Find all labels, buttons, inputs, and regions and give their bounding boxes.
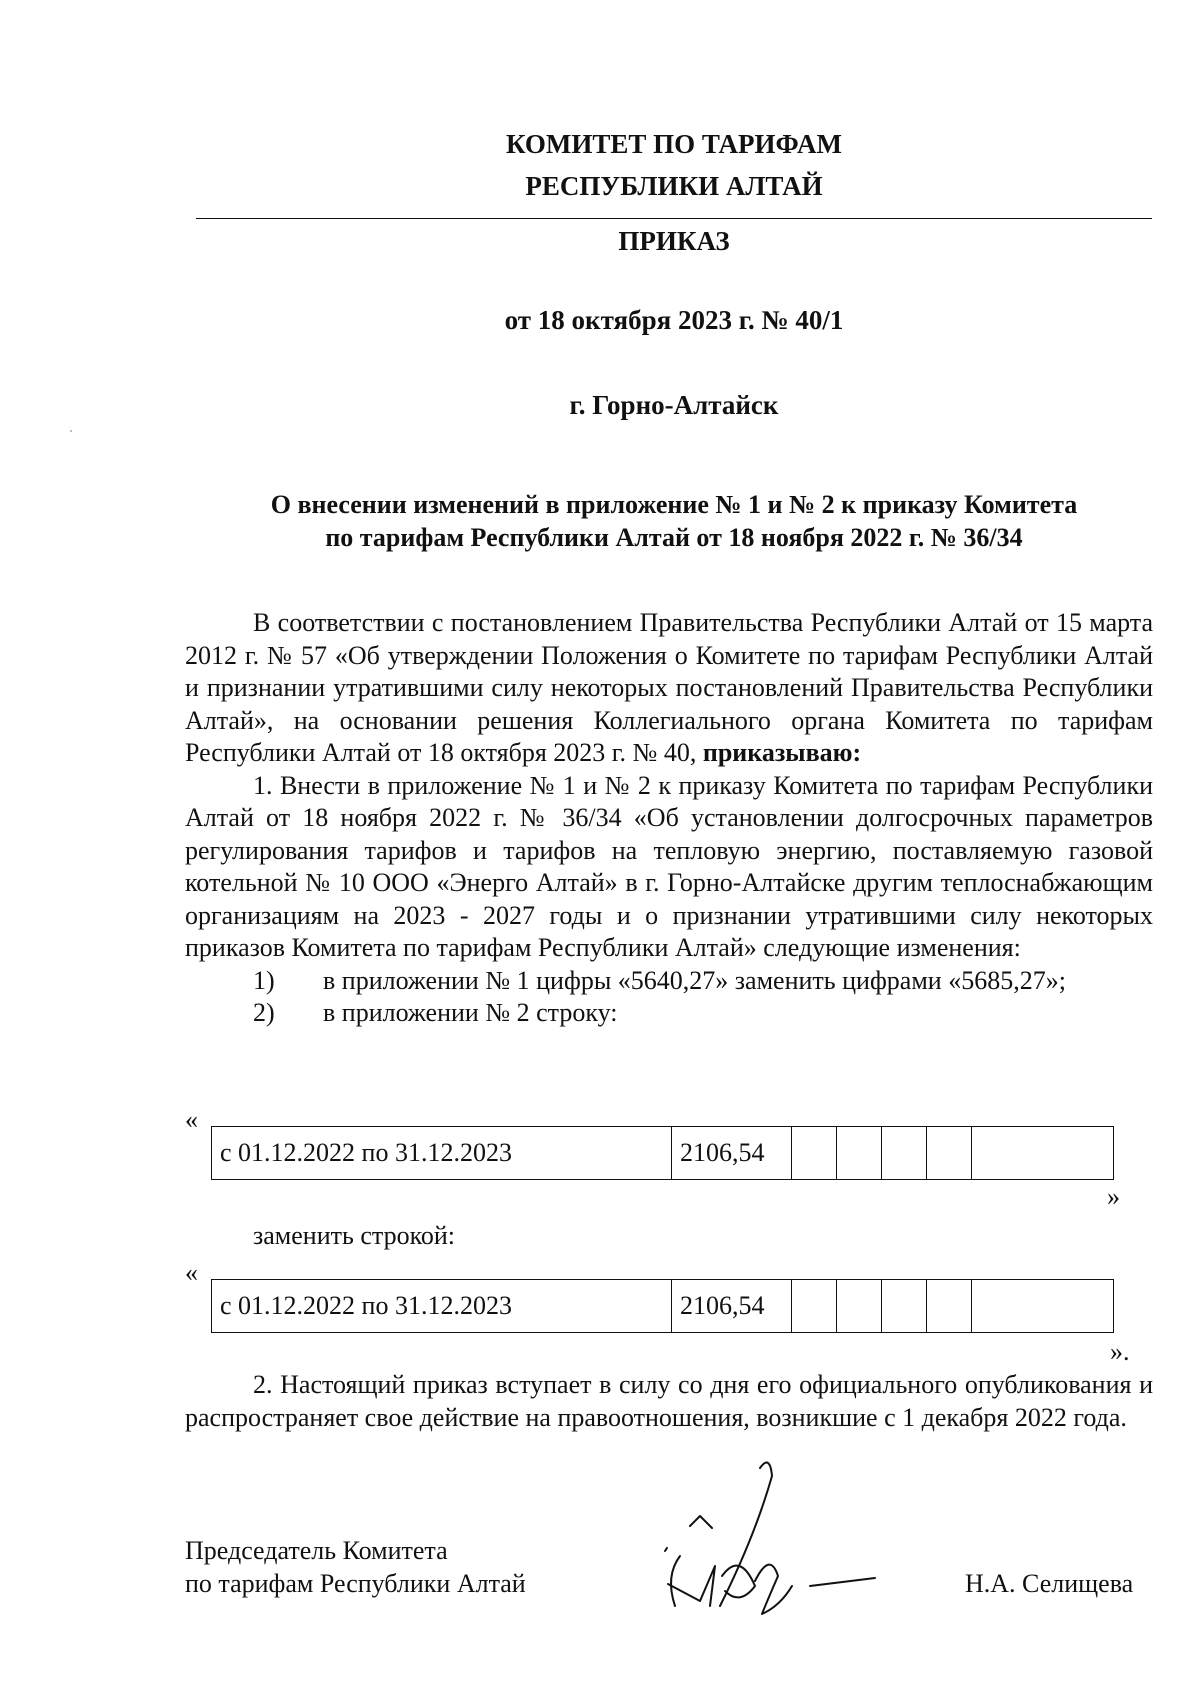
- open-quote-old: «: [185, 1105, 198, 1134]
- open-quote-new: «: [185, 1258, 198, 1287]
- signatory-name: Н.А. Селищева: [965, 1569, 1134, 1598]
- subpoint-2: [185, 997, 1153, 1030]
- subpoint-1: [185, 965, 1153, 998]
- table-row: [212, 1280, 1114, 1333]
- handwritten-signature: [660, 1456, 930, 1616]
- preamble-paragraph: [185, 607, 1153, 770]
- close-quote-new: ».: [1110, 1337, 1130, 1366]
- document-body: [185, 607, 1153, 1030]
- empty-cell: [792, 1127, 837, 1180]
- subject-line1: О внесении изменений в приложение № 1 и № 2 к приказу Комитета: [270, 490, 1078, 519]
- value-cell: 2106,54: [672, 1280, 792, 1333]
- document-subject: [193, 488, 1155, 554]
- signatory-title-line2: по тарифам Республики Алтай: [185, 1569, 526, 1598]
- header-rule: [196, 218, 1152, 219]
- org-name-line1: КОМИТЕТ ПО ТАРИФАМ: [505, 129, 843, 159]
- document-body-end: [185, 1369, 1153, 1434]
- signatory-title-line1: Председатель Комитета: [185, 1536, 448, 1565]
- subject-line2: по тарифам Республики Алтай от 18 ноября 2022 г. № 36/34: [325, 523, 1023, 552]
- document-date-number: от 18 октября 2023 г. № 40/1: [504, 305, 844, 335]
- empty-cell: [882, 1280, 927, 1333]
- empty-cell: [927, 1280, 972, 1333]
- empty-cell: [837, 1280, 882, 1333]
- period-cell: с 01.12.2022 по 31.12.2023: [212, 1280, 672, 1333]
- subpoint-2-number: 2): [253, 998, 275, 1027]
- empty-cell: [837, 1127, 882, 1180]
- table-row: [212, 1127, 1114, 1180]
- value-cell: 2106,54: [672, 1127, 792, 1180]
- subpoint-2-text: в приложении № 2 строку:: [323, 998, 618, 1027]
- empty-cell: [972, 1127, 1114, 1180]
- point-2-paragraph: 2. Настоящий приказ вступает в силу со дня его официального опубликования и распространяет свое действие на правоотношения, возникшие с 1 декабря 2022 года.: [185, 1370, 1153, 1432]
- order-word: приказываю:: [702, 738, 862, 767]
- replace-label: заменить строкой:: [253, 1221, 456, 1250]
- document-type: ПРИКАЗ: [618, 226, 730, 256]
- point-1-paragraph: 1. Внести в приложение № 1 и № 2 к приказу Комитета по тарифам Республики Алтай от 18 ноября 2022 г. № 36/34 «Об установлении долгосрочных параметров регулирования тарифов и тарифов на тепловую энергию, поставляемую газовой котельной № 10 ООО «Энерго Алтай» в г. Горно-Алтайске другим теплоснабжающим организациям на 2023 - 2027 годы и о признании утратившими силу некоторых приказов Комитета по тарифам Республики Алтай» следующие изменения:: [185, 770, 1153, 962]
- subpoint-1-number: 1): [253, 965, 275, 995]
- document-city: г. Горно-Алтайск: [569, 390, 779, 420]
- signatory-title: [185, 1534, 526, 1600]
- close-quote-old: »: [1107, 1182, 1120, 1211]
- empty-cell: [792, 1280, 837, 1333]
- org-name-line2: РЕСПУБЛИКИ АЛТАЙ: [525, 171, 823, 201]
- empty-cell: [972, 1280, 1114, 1333]
- empty-cell: [882, 1127, 927, 1180]
- preamble-text: В соответствии с постановлением Правительства Республики Алтай от 15 марта 2012 г. № 57 «Об утверждении Положения о Комитете по тарифам Республики Алтай и признании утратившими силу некоторых постановлений Правительства Республики Алтай», на основании решения Коллегиального органа Комитета по тарифам Республики Алтай от 18 октября 2023 г. № 40,: [185, 608, 1153, 767]
- scan-speck: [70, 430, 72, 432]
- tariff-table-old-row: [211, 1126, 1114, 1180]
- subpoint-1-text: в приложении № 1 цифры «5640,27» заменить цифрами «5685,27»;: [323, 965, 1066, 995]
- period-cell: с 01.12.2022 по 31.12.2023: [212, 1127, 672, 1180]
- empty-cell: [927, 1127, 972, 1180]
- tariff-table-new-row: [211, 1279, 1114, 1333]
